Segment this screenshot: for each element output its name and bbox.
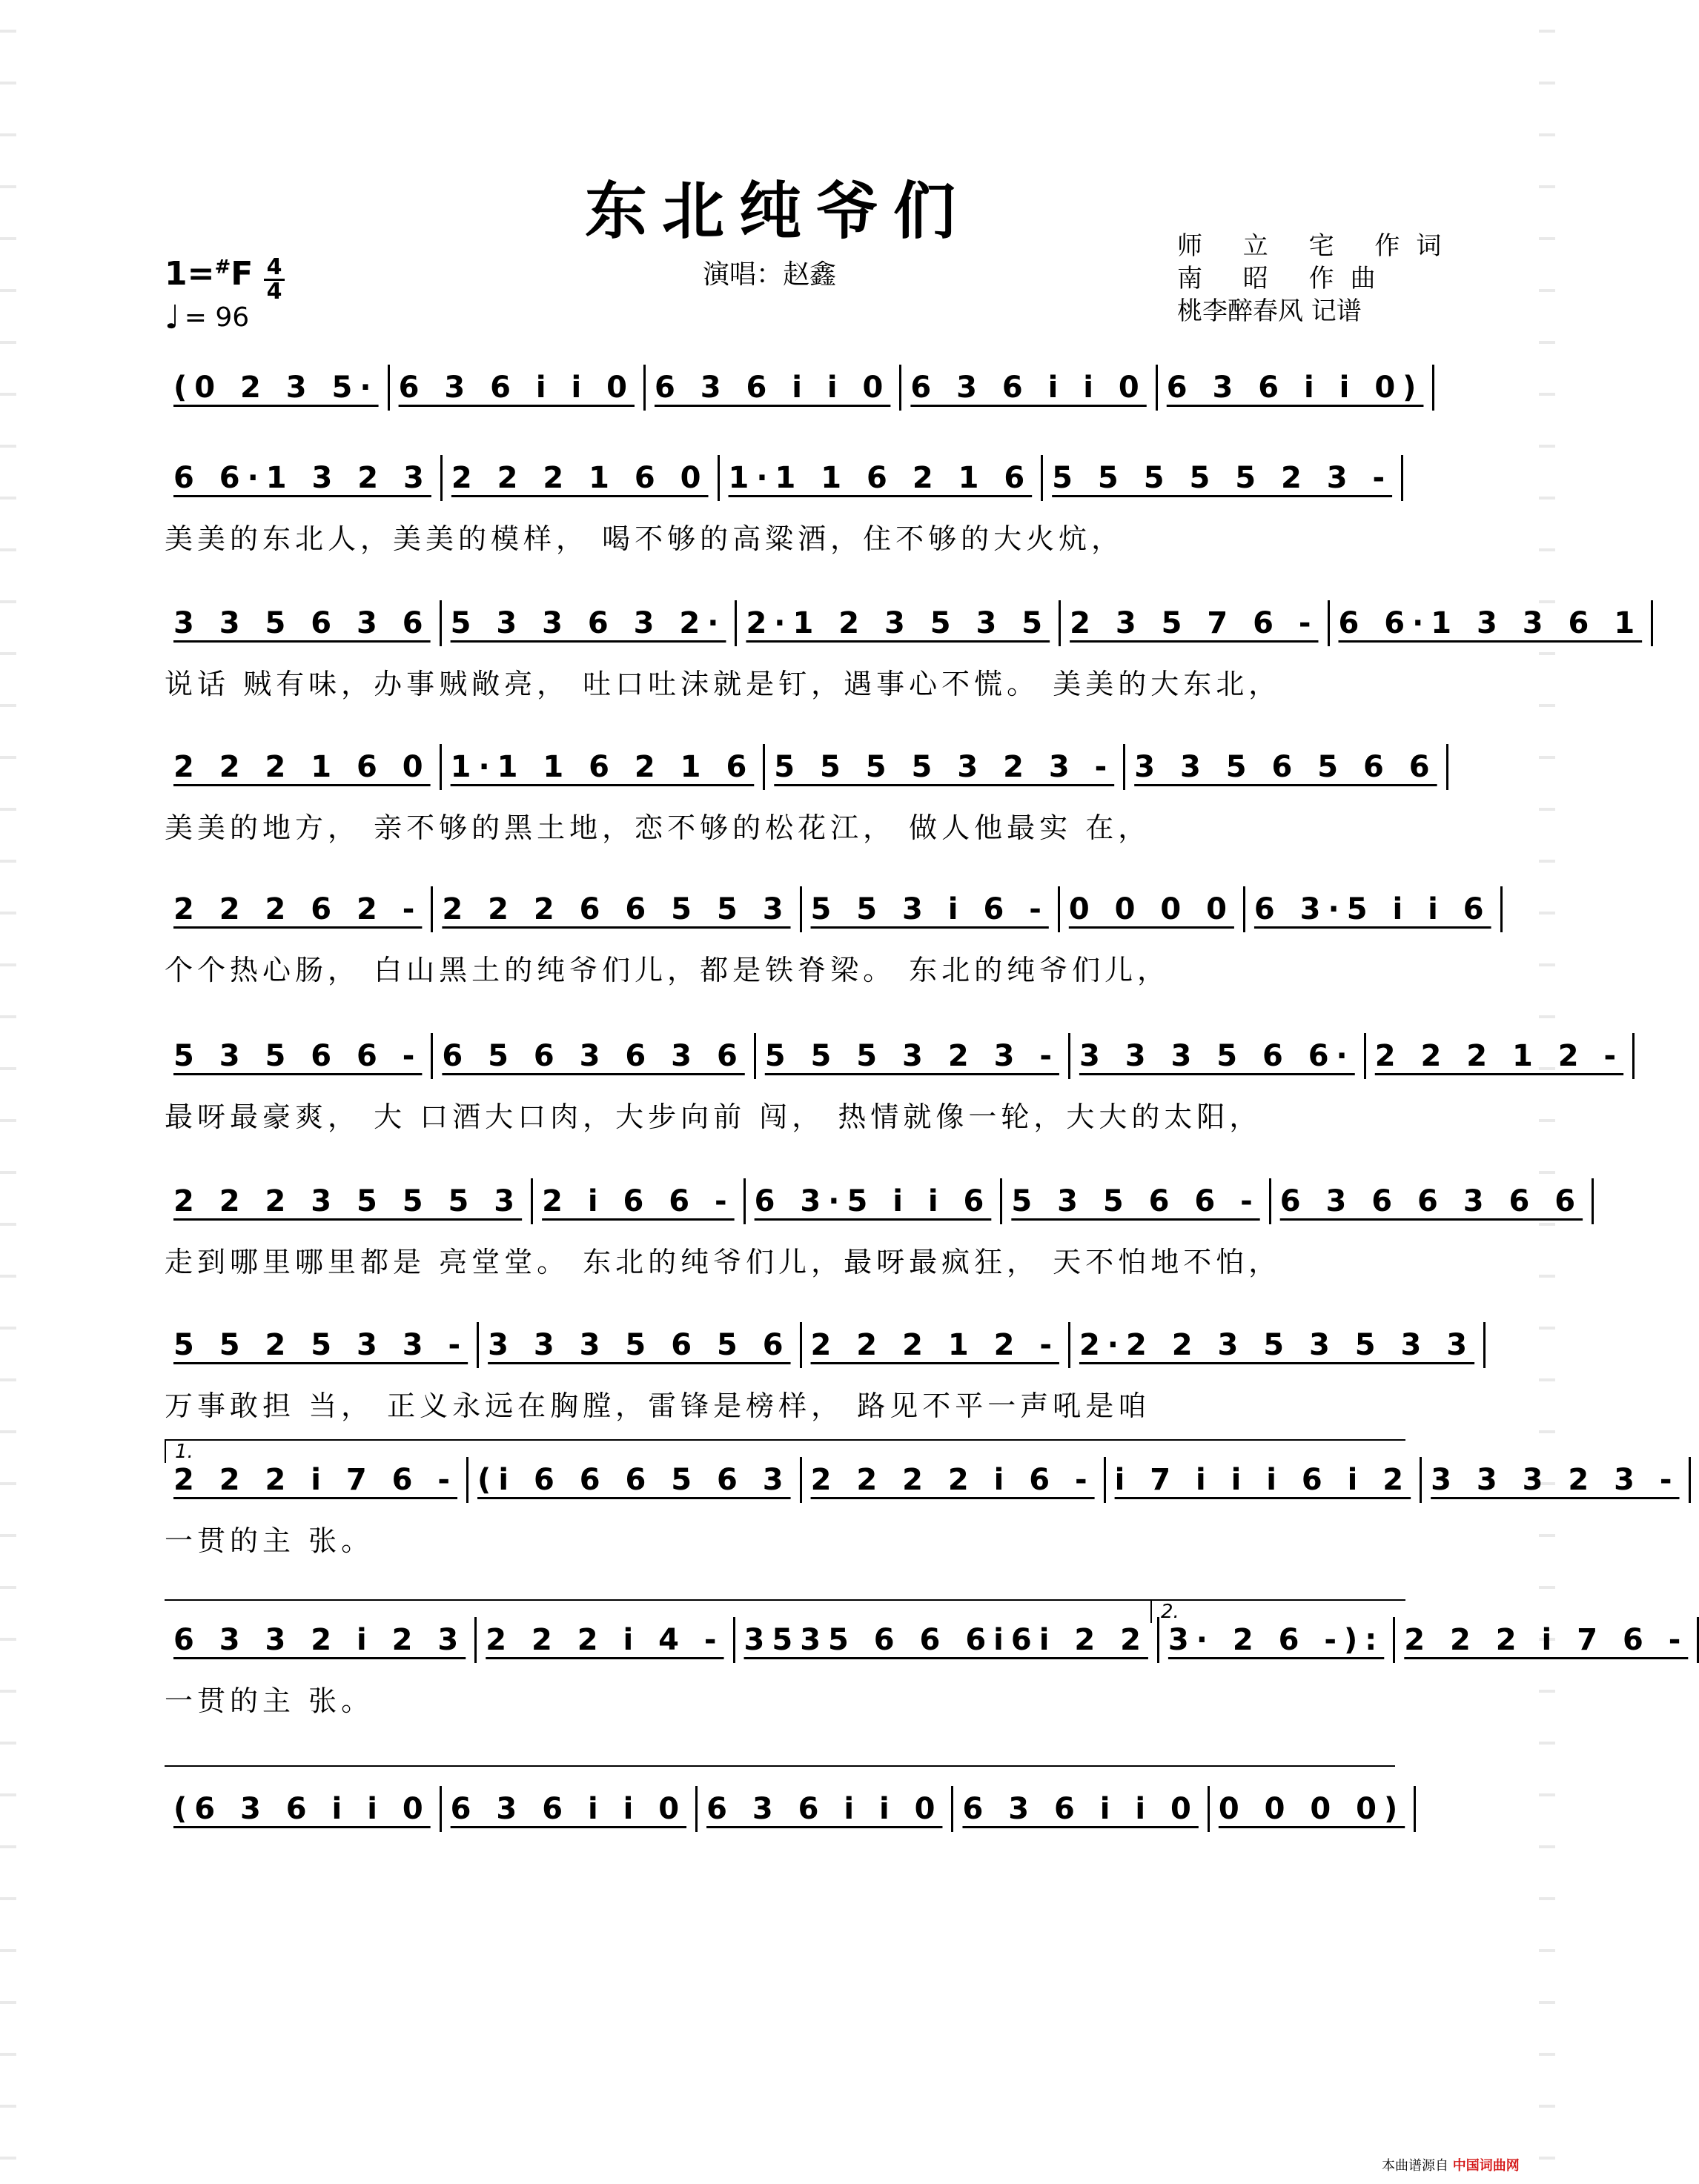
barline [1446, 744, 1448, 790]
lyrics-line: 万事敢担 当， 正义永远在胸膛，雷锋是榜样， 路见不平一声吼是咱 [165, 1390, 1151, 1422]
footer-site: 中国词曲网 [1452, 2158, 1520, 2174]
measure: 5 5 5 5 3 2 3 - [774, 750, 1115, 784]
measure: 2·1 2 3 5 3 5 [746, 606, 1050, 640]
measure: 2 2 2 6 6 5 5 3 [442, 892, 791, 926]
side-border-right [1539, 0, 1555, 2184]
footer-source-text: 本曲谱源自 [1382, 2158, 1448, 2174]
composer-credit: 南 昭 作曲 [1177, 264, 1392, 293]
measure: 5 5 2 5 3 3 - [173, 1328, 468, 1362]
measure: 6 3·5 i i 6 [1253, 892, 1491, 926]
barline [1432, 365, 1434, 411]
transcriber-credit: 桃李醉春风 记谱 [1177, 296, 1362, 326]
score-row [165, 883, 1491, 986]
measure: 3535 6 6 6i6i 2 2 [743, 1623, 1148, 1657]
measure: 2 2 2 1 2 - [810, 1328, 1059, 1362]
lyrics-line: 个个热心肠， 白山黑土的纯爷们儿，都是铁脊梁。 东北的纯爷们儿， [165, 954, 1170, 986]
key-prefix: 1= [165, 255, 215, 293]
measure: 6 3 6 6 3 6 6 [1279, 1184, 1583, 1218]
measure: 6 3 6 i i 0) [1166, 371, 1424, 405]
score-row [165, 1319, 1475, 1422]
score-row [165, 741, 1437, 844]
measure: 3 3 5 6 5 6 6 [1134, 750, 1437, 784]
measure: 3 3 3 5 6 5 6 [488, 1328, 791, 1362]
measure: 6 3 6 i i 0 [910, 371, 1147, 405]
lyrics-line: 美美的东北人，美美的模样， 喝不够的高粱酒，住不够的大火炕， [165, 522, 1125, 555]
barline [1592, 1178, 1594, 1224]
meter-bottom: 4 [266, 279, 282, 305]
volta-first-ending [165, 1439, 1405, 1463]
measure: 6 3 6 i i 0 [654, 371, 891, 405]
lyrics-line [165, 1847, 1395, 1882]
measure: 6 3·5 i i 6 [754, 1184, 992, 1218]
lyrics-line: 最呀最豪爽， 大 口酒大口肉，大步向前 闯， 热情就像一轮，大大的太阳， [165, 1101, 1262, 1133]
notes-line [165, 1783, 1405, 1835]
singer-label: 演唱：赵鑫 [703, 259, 837, 290]
measure: 6 3 6 i i 0 [706, 1792, 943, 1826]
measure: 3 3 3 5 6 6· [1079, 1039, 1355, 1073]
measure: (0 2 3 5· [173, 371, 379, 405]
page-title: 东北纯爷们 [584, 174, 970, 248]
measure: 3· 2 6 -): [1168, 1623, 1385, 1657]
quarter-note-icon: ♩ [165, 298, 180, 336]
volta-1-label: 1. [175, 1441, 193, 1463]
measure: 1·1 1 6 2 1 6 [450, 750, 755, 784]
lyrics-line: 说话 贼有味，办事贼敞亮， 吐口吐沫就是钉，遇事心不慌。 美美的大东北， [165, 668, 1282, 700]
barline [1632, 1033, 1635, 1079]
lyrics-line: 一贯的主 张。 [165, 1685, 374, 1717]
score-row [165, 1175, 1583, 1278]
measure: (6 3 6 i i 0 [173, 1792, 431, 1826]
lyrics-line: 走到哪里哪里都是 亮堂堂。 东北的纯爷们儿，最呀最疯狂， 天不怕地不怕， [165, 1246, 1282, 1278]
measure: 6 5 6 3 6 3 6 [442, 1039, 745, 1073]
measure: 6 3 6 i i 0 [962, 1792, 1199, 1826]
score-row [165, 1783, 1405, 1882]
measure: 2 2 2 1 2 - [1374, 1039, 1624, 1073]
measure: 2 2 2 i 7 6 - [173, 1463, 458, 1497]
measure: 6 6·1 3 3 6 1 [1338, 606, 1643, 640]
measure: 5 3 5 6 6 - [173, 1039, 423, 1073]
barline [1500, 886, 1503, 932]
key-note: F [231, 255, 254, 293]
measure: 5 3 5 6 6 - [1011, 1184, 1260, 1218]
notes-line [165, 1175, 1583, 1227]
measure: 6 3 6 i i 0 [398, 371, 635, 405]
lyrics-line: 美美的地方， 亲不够的黑土地，恋不够的松花江， 做人他最实 在， [165, 811, 1151, 844]
measure: 5 5 3 i 6 - [810, 892, 1049, 926]
score-row [165, 1030, 1624, 1133]
tempo-marking [165, 298, 250, 336]
volta-2-label: 2. [1161, 1601, 1179, 1623]
measure: 2 i 6 6 - [542, 1184, 735, 1218]
measure: 3 3 5 6 3 6 [173, 606, 431, 640]
measure: 2 3 5 7 6 - [1070, 606, 1319, 640]
side-border-left [0, 0, 16, 2184]
barline [1689, 1457, 1691, 1503]
notes-line [165, 741, 1437, 793]
measure: 2·2 2 3 5 3 5 3 3 [1079, 1328, 1475, 1362]
tempo-value: = 96 [184, 302, 250, 333]
lyrics-line: 一贯的主 张。 [165, 1524, 374, 1557]
score-row [165, 362, 1424, 461]
measure: i 7 i i i 6 i 2 [1114, 1463, 1411, 1497]
lyricist-credit: 师 立 宅 作词 [1177, 231, 1458, 261]
measure: 5 5 5 5 5 2 3 - [1052, 461, 1393, 495]
key-signature [165, 255, 253, 293]
measure: 0 0 0 0 [1068, 892, 1234, 926]
measure: 5 3 3 6 3 2· [450, 606, 726, 640]
footer-source [1382, 2155, 1520, 2174]
time-signature [264, 256, 285, 303]
volta-second-ending [1150, 1599, 1405, 1623]
measure: 6 3 6 i i 0 [450, 1792, 687, 1826]
measure: 0 0 0 0) [1218, 1792, 1405, 1826]
measure: 5 5 5 3 2 3 - [764, 1039, 1059, 1073]
notes-line [165, 1030, 1624, 1082]
barline [1651, 600, 1653, 646]
score-row [165, 597, 1643, 700]
measure: 2 2 2 i 4 - [486, 1623, 724, 1657]
measure: 3 3 3 2 3 - [1431, 1463, 1680, 1497]
measure: 2 2 2 1 6 0 [451, 461, 709, 495]
credits [1177, 230, 1457, 328]
score-row [165, 1454, 1680, 1557]
measure: 2 2 2 i 7 6 - [1404, 1623, 1689, 1657]
system-line-final [165, 1765, 1395, 1767]
notes-line [165, 1319, 1475, 1371]
measure: 6 6·1 3 2 3 [173, 461, 431, 495]
score-row [165, 452, 1395, 555]
notes-line [165, 452, 1395, 504]
barline [1483, 1322, 1486, 1368]
meter-top: 4 [266, 254, 282, 280]
notes-line [165, 597, 1643, 649]
measure: 2 2 2 3 5 5 5 3 [173, 1184, 523, 1218]
notes-line [165, 362, 1424, 414]
notes-line [165, 883, 1491, 935]
barline [1401, 455, 1403, 501]
score-row [165, 1614, 1689, 1717]
measure: 2 2 2 2 i 6 - [810, 1463, 1095, 1497]
measure: 2 2 2 1 6 0 [173, 750, 431, 784]
measure: 2 2 2 6 2 - [173, 892, 423, 926]
sharp-sign: # [214, 256, 231, 279]
measure: (i 6 6 6 5 6 3 [477, 1463, 791, 1497]
measure: 6 3 3 2 i 2 3 [173, 1623, 466, 1657]
barline [1414, 1786, 1416, 1832]
measure: 1·1 1 6 2 1 6 [728, 461, 1033, 495]
